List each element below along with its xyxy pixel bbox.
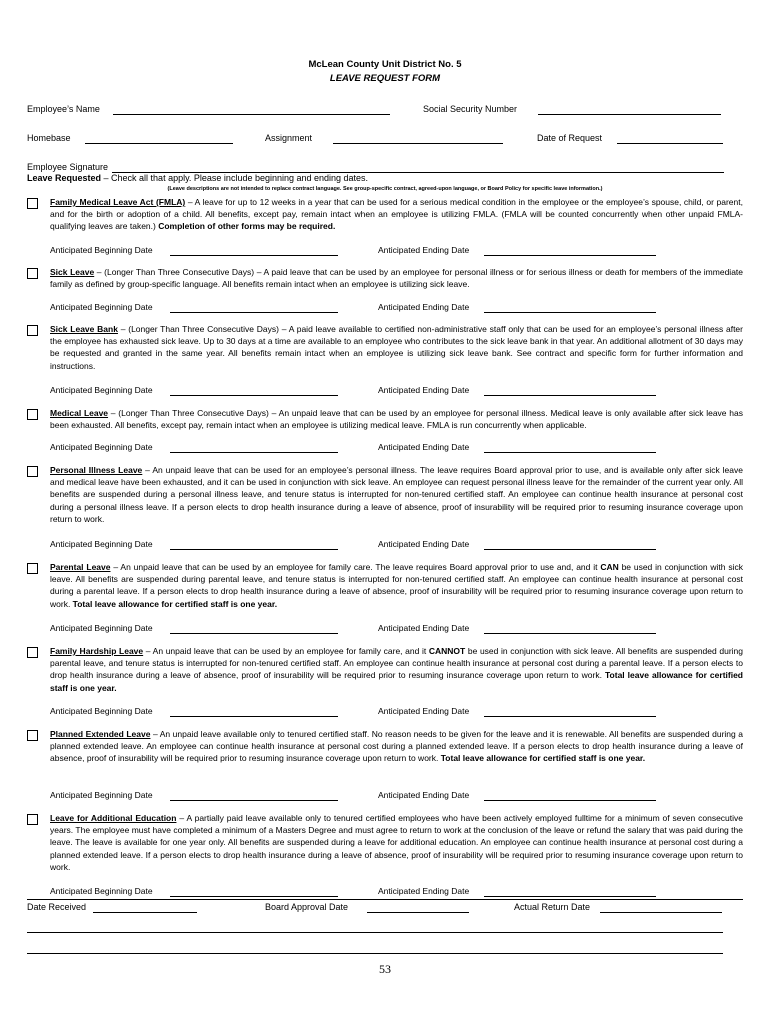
leave-medical-description: Medical Leave – (Longer Than Three Consecutive Days) – An unpaid leave that can be used by an employee for personal illness. Medical leave is only available after sick leave has been exhausted. All benefits, except pay, remain intact when an employee is utilizing medical leave. FMLA is run concurrently when applicable. — [50, 408, 743, 431]
begin-date-label: Anticipated Beginning Date — [50, 706, 153, 716]
assignment-field[interactable] — [333, 143, 503, 144]
board-approval-date-label: Board Approval Date — [265, 902, 349, 912]
leave-family-hardship-description: Family Hardship Leave – An unpaid leave that can be used by an employee for family care, and it CANNOT be used in conjunction with sick leave. All benefits are suspended during parental leave, and tenure status is interrupted for non-tenured certified staff. An employee can continue health insurance at personal cost during a parental leave. If a person elects to drop health insurance during a leave of absence, proof of insurability will be required prior to resuming insurance coverage upon return to work. Total leave allowance for certified staff is one year. — [50, 646, 743, 693]
checkbox-personal-illness-leave[interactable] — [27, 466, 38, 477]
employee-name-label: Employee’s Name — [27, 104, 100, 114]
begin-date-label: Anticipated Beginning Date — [50, 442, 153, 452]
notes-line[interactable] — [27, 932, 723, 933]
checkbox-sick-leave[interactable] — [27, 268, 38, 279]
end-date-field[interactable] — [484, 716, 656, 717]
leave-title: Family Hardship Leave — [50, 646, 144, 656]
leave-title: Personal Illness Leave — [50, 465, 143, 475]
end-date-label: Anticipated Ending Date — [378, 539, 470, 549]
homebase-label: Homebase — [27, 133, 71, 143]
leave-personal-illness-description: Personal Illness Leave – An unpaid leave that can be used for an employee’s personal illness. The leave requires Board approval prior to use, and is available only after sick leave and medical leave have been exhausted, and it can be used in conjunction with sick leave. An employee can request personal illness leave for the remainder of the current year only. All benefits are suspended during a personal illness leave, and tenure status is interrupted for non-tenured certified staff. An employee can continue health insurance at personal cost during a personal illness leave. If a person elects to drop health insurance during a leave of absence, proof of insurability will be required prior to resuming insurance coverage upon return to work. — [50, 465, 743, 524]
end-date-label: Anticipated Ending Date — [378, 302, 470, 312]
actual-return-date-label: Actual Return Date — [514, 902, 591, 912]
leave-requested-heading — [27, 173, 368, 184]
begin-date-field[interactable] — [170, 452, 338, 453]
leave-title: Leave for Additional Education — [50, 813, 177, 823]
checkbox-fmla[interactable] — [27, 198, 38, 209]
leave-title: Medical Leave — [50, 408, 109, 418]
leave-requested-label: Leave Requested — [27, 173, 102, 183]
end-date-label: Anticipated Ending Date — [378, 623, 470, 633]
date-received-label: Date Received — [27, 902, 87, 912]
begin-date-label: Anticipated Beginning Date — [50, 886, 153, 896]
checkbox-parental-leave[interactable] — [27, 563, 38, 574]
end-date-label: Anticipated Ending Date — [378, 886, 470, 896]
leave-title: Sick Leave Bank — [50, 324, 118, 334]
end-date-label: Anticipated Ending Date — [378, 442, 470, 452]
leave-title: Planned Extended Leave — [50, 729, 151, 739]
employee-name-field[interactable] — [113, 114, 390, 115]
begin-date-field[interactable] — [170, 896, 338, 897]
end-date-field[interactable] — [484, 633, 656, 634]
begin-date-field[interactable] — [170, 633, 338, 634]
end-date-field[interactable] — [484, 800, 656, 801]
end-date-label: Anticipated Ending Date — [378, 245, 470, 255]
begin-date-label: Anticipated Beginning Date — [50, 385, 153, 395]
date-of-request-field[interactable] — [617, 143, 723, 144]
end-date-field[interactable] — [484, 395, 656, 396]
begin-date-field[interactable] — [170, 255, 338, 256]
leave-sick-description: Sick Leave – (Longer Than Three Consecutive Days) – A paid leave that can be used by an employee for personal illness or for serious illness or death for members of the immediate family as defined by group-specific language. All benefits remain intact when an employee is utilizing sick leave. — [50, 267, 744, 290]
date-of-request-label: Date of Request — [537, 133, 603, 143]
board-approval-date-field[interactable] — [367, 912, 469, 913]
leave-title: Parental Leave — [50, 562, 111, 572]
begin-date-label: Anticipated Beginning Date — [50, 790, 153, 800]
end-date-label: Anticipated Ending Date — [378, 385, 470, 395]
checkbox-family-hardship-leave[interactable] — [27, 647, 38, 658]
end-date-field[interactable] — [484, 896, 656, 897]
end-date-field[interactable] — [484, 452, 656, 453]
end-date-field[interactable] — [484, 312, 656, 313]
begin-date-field[interactable] — [170, 716, 338, 717]
page-number: 53 — [379, 962, 391, 976]
checkbox-planned-extended-leave[interactable] — [27, 730, 38, 741]
begin-date-label: Anticipated Beginning Date — [50, 539, 153, 549]
end-date-field[interactable] — [484, 255, 656, 256]
begin-date-field[interactable] — [170, 800, 338, 801]
form-title: LEAVE REQUEST FORM — [329, 73, 441, 84]
leave-sick-bank-description: Sick Leave Bank – (Longer Than Three Consecutive Days) – A paid leave available to certified non-administrative staff only that can be used for an employee’s personal illness after the employee has exhausted sick leave. Up to 30 days at a time are available to an employee who contributes to the sick leave bank in that year. An additional allotment of 30 days may be requested and granted in the same year. All benefits remain intact when an employee is utilizing sick leave bank. See contract and specific form for further information and instructions. — [50, 324, 743, 371]
checkbox-sick-leave-bank[interactable] — [27, 325, 38, 336]
employee-signature-label: Employee Signature — [27, 162, 109, 172]
leave-title: Sick Leave — [50, 267, 95, 277]
begin-date-field[interactable] — [170, 549, 338, 550]
begin-date-label: Anticipated Beginning Date — [50, 302, 153, 312]
checkbox-medical-leave[interactable] — [27, 409, 38, 420]
actual-return-date-field[interactable] — [600, 912, 722, 913]
end-date-label: Anticipated Ending Date — [378, 706, 470, 716]
leave-parental-description: Parental Leave – An unpaid leave that can be used by an employee for family care. The leave requires Board approval prior to use and, and it CAN be used in conjunction with sick leave. All benefits are suspended during parental leave, and tenure status is interrupted for non-tenured certified staff. An employee can continue health insurance at personal cost during a parental leave. If a person elects to drop health insurance during a leave of absence, proof of insurability will be required prior to resuming insurance coverage upon return to work. Total leave allowance for certified staff is one year. — [50, 562, 743, 609]
begin-date-label: Anticipated Beginning Date — [50, 245, 153, 255]
assignment-label: Assignment — [265, 133, 313, 143]
end-date-field[interactable] — [484, 549, 656, 550]
ssn-label: Social Security Number — [423, 104, 518, 114]
end-date-label: Anticipated Ending Date — [378, 790, 470, 800]
notes-line[interactable] — [27, 953, 723, 954]
leave-description-note: (Leave descriptions are not intended to replace contract language. See group-specific contract, agreed-upon language, or Board Policy for specific leave information.) — [167, 186, 603, 192]
leave-title: Family Medical Leave Act (FMLA) — [50, 197, 186, 207]
checkbox-additional-education-leave[interactable] — [27, 814, 38, 825]
district-name: McLean County Unit District No. 5 — [308, 59, 462, 70]
ssn-field[interactable] — [538, 114, 721, 115]
homebase-field[interactable] — [85, 143, 233, 144]
leave-requested-instruction: – Check all that apply. Please include beginning and ending dates. — [101, 173, 369, 183]
leave-additional-education-description: Leave for Additional Education – A partially paid leave available only to tenured certified employees who have been actively employed fulltime for a minimum of seven consecutive years. The employee must have completed a minimum of a Masters Degree and must agree to return to work at the conclusion of the leave or refund the salary that was paid during the leave. The leave is available for one year only. All benefits are suspended during a leave for additional education. An employee can continue health insurance at personal cost during a planned extended leave. If a person elects to drop health insurance during a leave of absence, proof of insurability will be required prior to resuming insurance coverage upon return to work. — [50, 813, 744, 872]
begin-date-label: Anticipated Beginning Date — [50, 623, 153, 633]
begin-date-field[interactable] — [170, 312, 338, 313]
begin-date-field[interactable] — [170, 395, 338, 396]
office-use-divider — [27, 899, 743, 900]
leave-fmla-description: Family Medical Leave Act (FMLA) – A leave for up to 12 weeks in a year that can be used for a serious medical condition in the employee or the employee’s spouse, child, or parent, and for the birth or adoption of a child. All benefits, except pay, remain intact when an employee is utilizing FMLA. (FMLA will be counted concurrently when other unpaid FMLA-qualifying leaves are taken.) Completion of other forms may be required. — [50, 197, 743, 232]
date-received-field[interactable] — [93, 912, 197, 913]
leave-planned-extended-description: Planned Extended Leave – An unpaid leave available only to tenured certified staff. No reason needs to be given for the leave and it is renewable. All benefits are suspended during a planned extended leave. An employee can continue health insurance at personal cost during a planned extended leave. If a person elects to drop health insurance during a leave of absence, proof of insurability will be required prior to resuming insurance coverage upon return to work. Total leave allowance for certified staff is one year. — [50, 729, 743, 764]
